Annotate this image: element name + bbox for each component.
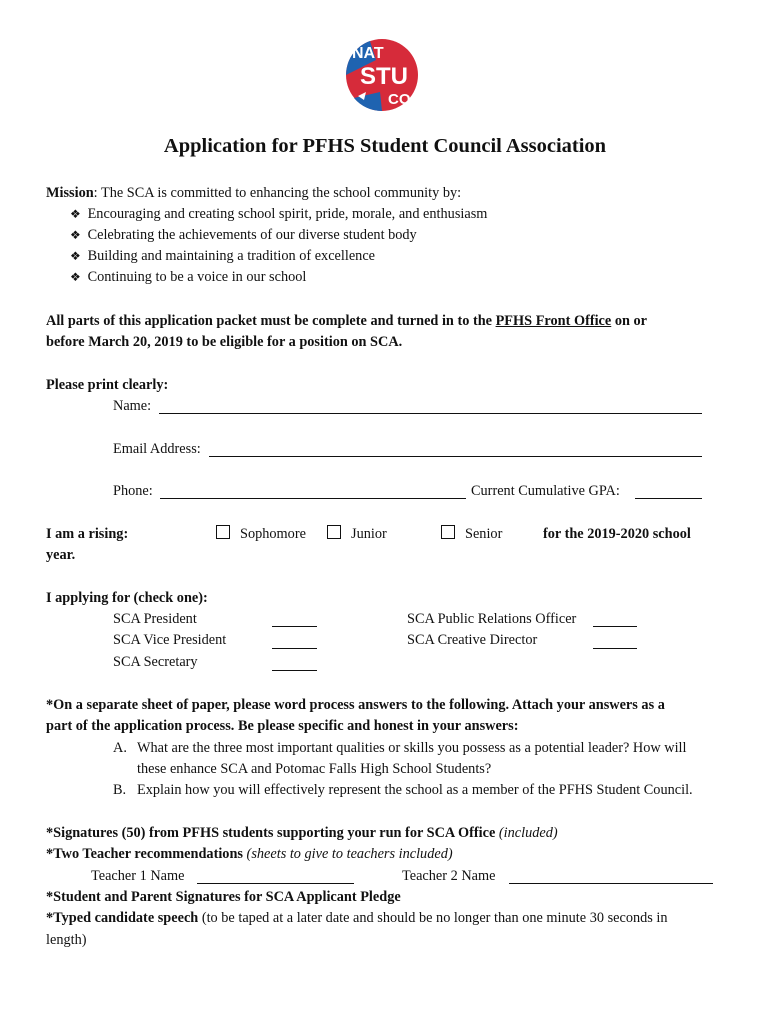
logo-text-3: CO [388,91,411,108]
page-title: Application for PFHS Student Council Association [163,135,607,157]
option-junior[interactable]: Junior [327,524,387,544]
deadline-line-1: All parts of this application packet must be complete and turned in to the PFHS Front Office on or [46,313,648,329]
teacher-requirement: *Two Teacher recommendations (sheets to give to teachers included) [46,846,453,862]
logo-text-1: NAT [352,45,384,62]
mission-line [46,183,461,203]
position-pr-officer: SCA Public Relations Officer [407,611,577,627]
mission-bullet: ❖ Celebrating the achievements of our diverse student body [70,227,417,243]
teacher-2-label: Teacher 2 Name [402,868,496,884]
deadline-line-2: before March 20, 2019 to be eligible for a position on SCA. [46,334,403,350]
rising-suffix: for the 2019-2020 school [543,526,691,542]
position-creative-director: SCA Creative Director [407,632,538,648]
mission-label: Mission [46,185,94,201]
president-blank[interactable] [272,612,317,627]
position-vice-president: SCA Vice President [113,632,227,648]
instructions-line-2: part of the application process. Be please specific and honest in your answers: [46,718,519,734]
creative-director-blank[interactable] [593,634,637,649]
diamond-bullet-icon: ❖ [70,207,81,221]
phone-field[interactable] [160,482,466,499]
diamond-bullet-icon: ❖ [70,228,81,242]
question-a-line-2: these enhance SCA and Potomac Falls High School Students? [137,761,492,777]
diamond-bullet-icon: ❖ [70,249,81,263]
email-field[interactable] [209,440,702,457]
teacher-1-label: Teacher 1 Name [91,868,185,884]
signatures-requirement: *Signatures (50) from PFHS students supporting your run for SCA Office (included) [46,825,558,841]
name-field[interactable] [159,397,702,414]
instructions-line-1: *On a separate sheet of paper, please word process answers to the following. Attach your answers as a [46,697,665,713]
vice-president-blank[interactable] [272,634,317,649]
pledge-requirement: *Student and Parent Signatures for SCA Applicant Pledge [46,889,401,905]
teacher-1-field[interactable] [197,867,354,884]
mission-text: : The SCA is committed to enhancing the school community by: [93,185,462,201]
question-b-marker: B. [113,782,127,798]
mission-bullet: ❖ Encouraging and creating school spirit, pride, morale, and enthusiasm [70,206,488,222]
logo-text-2: STU [360,63,408,90]
rising-label: I am a rising: [46,526,129,542]
mission-bullet: ❖ Building and maintaining a tradition of excellence [70,248,376,264]
position-president: SCA President [113,611,197,627]
position-secretary: SCA Secretary [113,654,198,670]
question-a-marker: A. [113,740,127,756]
mission-bullet: ❖ Continuing to be a voice in our school [70,269,307,285]
print-label: Please print clearly: [46,377,169,393]
checkbox[interactable] [216,525,230,539]
name-label: Name: [113,398,152,414]
option-sophomore[interactable]: Sophomore [216,524,306,544]
email-label: Email Address: [113,441,201,457]
checkbox[interactable] [441,525,455,539]
natstuco-logo [340,36,424,114]
front-office-link: PFHS Front Office [495,313,612,329]
question-a-line-1: What are the three most important qualities or skills you possess as a potential leader? How will [137,740,687,756]
applying-label: I applying for (check one): [46,590,208,606]
phone-label: Phone: [113,483,153,499]
secretary-blank[interactable] [272,656,317,671]
gpa-field[interactable] [635,482,702,499]
question-b: Explain how you will effectively represent the school as a member of the PFHS Student Council. [137,782,693,798]
speech-requirement-line-2: length) [46,932,87,948]
teacher-2-field[interactable] [509,867,713,884]
rising-year: year. [46,547,76,563]
speech-requirement: *Typed candidate speech (to be taped at a later date and should be no longer than one minute 30 seconds in [46,910,668,926]
option-senior[interactable]: Senior [441,524,502,544]
diamond-bullet-icon: ❖ [70,270,81,284]
gpa-label: Current Cumulative GPA: [471,483,620,499]
checkbox[interactable] [327,525,341,539]
pr-officer-blank[interactable] [593,612,637,627]
